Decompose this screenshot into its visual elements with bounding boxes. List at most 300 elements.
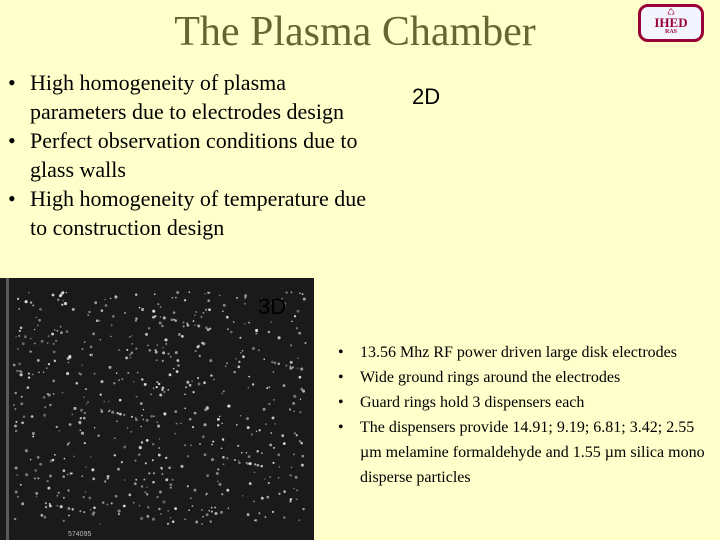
label-2d: 2D — [412, 84, 441, 109]
particle-dot — [146, 515, 149, 518]
particle-dot — [93, 511, 96, 514]
particle-dot — [13, 364, 16, 367]
particle-dot — [16, 474, 18, 476]
particle-dot — [81, 348, 83, 350]
particle-dot — [289, 408, 291, 410]
particle-dot — [85, 466, 87, 468]
particle-dot — [94, 373, 96, 375]
particle-dot — [17, 496, 19, 498]
particle-dot — [256, 431, 257, 432]
particle-dot — [158, 383, 160, 385]
particle-dot — [270, 432, 272, 434]
particle-dot — [135, 317, 137, 319]
particle-dot — [228, 507, 229, 508]
particle-dot — [57, 299, 59, 301]
particle-dot — [152, 481, 154, 483]
particle-dot — [249, 482, 252, 485]
particle-dot — [240, 352, 242, 354]
particle-dot — [184, 518, 186, 520]
particle-dot — [101, 309, 104, 312]
particle-dot — [140, 517, 143, 520]
particle-dot — [139, 505, 141, 507]
particle-dot — [68, 515, 70, 517]
particle-dot — [63, 520, 65, 522]
particle-dot — [144, 383, 147, 386]
particle-dot — [124, 312, 126, 314]
particle-dot — [32, 436, 34, 438]
particle-dot — [84, 341, 86, 343]
particle-dot — [23, 416, 26, 419]
particle-dot — [131, 352, 134, 355]
particle-dot — [302, 508, 304, 510]
particle-dot — [68, 507, 71, 510]
particle-dot — [37, 359, 40, 362]
particle-dot — [293, 395, 296, 398]
particle-dot — [57, 505, 59, 507]
particle-dot — [71, 508, 73, 510]
particle-dot — [191, 380, 193, 382]
particle-dot — [174, 410, 177, 413]
particle-dot — [22, 342, 25, 345]
particle-dot — [205, 494, 207, 496]
particle-dot — [112, 315, 115, 318]
particle-dot — [20, 373, 23, 376]
particle-dot — [66, 330, 69, 333]
particle-dot — [139, 307, 141, 309]
particle-dot — [47, 342, 49, 344]
particle-dot — [153, 472, 155, 474]
particle-dot — [176, 370, 179, 373]
particle-dot — [202, 516, 204, 518]
particle-dot — [117, 468, 120, 471]
particle-dot — [281, 434, 284, 437]
particle-dot — [283, 442, 286, 445]
particle-dot — [157, 425, 160, 428]
particle-dot — [127, 427, 129, 429]
particle-dot — [176, 291, 179, 294]
particle-dot — [248, 322, 250, 324]
particle-dot — [167, 353, 169, 355]
particle-dot — [271, 361, 273, 363]
particle-dot — [150, 393, 152, 395]
particle-dot — [203, 381, 206, 384]
particle-dot — [60, 293, 63, 296]
particle-dot — [202, 435, 205, 438]
particle-dot — [292, 402, 295, 405]
particle-dot — [105, 304, 108, 307]
particle-dot — [17, 348, 19, 350]
particle-dot — [285, 365, 287, 367]
particle-dot — [265, 516, 267, 518]
particle-dot — [252, 383, 254, 385]
particle-dot — [255, 329, 258, 332]
particle-dot — [100, 380, 103, 383]
particle-dot — [213, 379, 215, 381]
particle-dot — [58, 492, 60, 494]
particle-dot — [141, 308, 144, 311]
particle-dot — [236, 297, 238, 299]
particle-dot — [40, 514, 43, 517]
particle-dot — [136, 396, 138, 398]
particle-dot — [291, 467, 293, 469]
particle-dot — [247, 513, 250, 516]
particle-dot — [43, 371, 44, 372]
particle-dot — [54, 454, 56, 456]
particle-dot — [90, 346, 93, 349]
particle-dot — [163, 391, 166, 394]
particle-dot — [218, 483, 221, 486]
particle-dot — [152, 518, 155, 521]
particle-dot — [75, 382, 78, 385]
particle-dot — [206, 513, 209, 516]
particle-dot — [235, 358, 236, 359]
particle-dot — [100, 339, 101, 340]
list-item: • High homogeneity of temperature due to construction design — [0, 184, 372, 242]
particle-dot — [128, 494, 131, 497]
particle-dot — [14, 408, 16, 410]
particle-dot — [159, 491, 162, 494]
particle-dot — [159, 322, 162, 325]
particle-dot — [251, 433, 253, 435]
particle-dot — [225, 365, 226, 366]
particle-dot — [184, 394, 186, 396]
particle-dot — [184, 407, 186, 409]
particle-dot — [135, 293, 137, 295]
particle-dot — [226, 457, 229, 460]
particle-dot — [249, 462, 252, 465]
logo-sub: RAS — [664, 29, 677, 35]
particle-dot — [73, 407, 76, 410]
particle-dot — [278, 363, 281, 366]
particle-dot — [123, 505, 126, 508]
particle-dot — [172, 297, 174, 299]
particle-dot — [302, 293, 304, 295]
particle-dot — [188, 291, 190, 293]
particle-dot — [214, 506, 216, 508]
particle-dot — [208, 308, 211, 311]
particle-dot — [297, 310, 300, 313]
particle-dot — [70, 472, 72, 474]
particle-dot — [160, 306, 162, 308]
particle-dot — [273, 399, 275, 401]
particle-dot — [86, 403, 88, 405]
particle-dot — [198, 383, 201, 386]
particle-dot — [60, 505, 63, 508]
particle-dot — [184, 444, 186, 446]
particle-dot — [290, 367, 293, 370]
particle-dot — [21, 421, 24, 424]
particle-dot — [186, 381, 189, 384]
particle-dot — [135, 348, 137, 350]
particle-dot — [101, 410, 104, 413]
particle-dot — [48, 363, 50, 365]
particle-dot — [44, 406, 46, 408]
particle-dot — [141, 441, 143, 443]
particle-dot — [293, 411, 294, 412]
particle-dot — [206, 407, 209, 410]
particle-dot — [279, 466, 281, 468]
particle-dot — [34, 343, 36, 345]
particle-dot — [84, 442, 86, 444]
particle-dot — [244, 303, 246, 305]
particle-dot — [173, 368, 175, 370]
particle-dot — [62, 392, 64, 394]
particle-dot — [152, 310, 155, 313]
particle-dot — [211, 507, 213, 509]
particle-dot — [190, 497, 192, 499]
particle-dot — [171, 479, 173, 481]
particle-dot — [13, 404, 15, 406]
particle-dot — [88, 311, 90, 313]
particle-dot — [170, 487, 172, 489]
particle-dot — [165, 478, 168, 481]
particle-dot — [290, 291, 292, 293]
particle-dot — [176, 359, 179, 362]
particle-dot — [299, 440, 301, 442]
particle-dot — [110, 336, 112, 338]
particle-dot — [67, 489, 69, 491]
particle-dot — [167, 389, 169, 391]
particle-dot — [210, 374, 212, 376]
particle-dot — [35, 317, 37, 319]
particle-dot — [36, 496, 38, 498]
particle-dot — [147, 345, 149, 347]
particle-dot — [278, 336, 281, 339]
particle-dot — [19, 370, 21, 372]
particle-dot — [107, 475, 110, 478]
particle-dot — [91, 513, 92, 514]
particle-dot — [81, 364, 83, 366]
particle-dot — [289, 474, 292, 477]
particle-dot — [119, 399, 122, 402]
particle-dot — [14, 518, 17, 521]
particle-dot — [92, 477, 95, 480]
particle-dot — [221, 493, 223, 495]
particle-dot — [221, 423, 223, 425]
particle-dot — [212, 440, 214, 442]
particle-dot — [256, 450, 259, 453]
particle-dot — [157, 344, 158, 345]
particle-dot — [28, 373, 30, 375]
particle-dot — [130, 431, 132, 433]
particle-dot — [203, 423, 206, 426]
particle-dot — [194, 324, 195, 325]
particle-dot — [272, 462, 274, 464]
particle-dot — [118, 379, 120, 381]
particle-dot — [117, 412, 119, 414]
particle-dot — [291, 321, 293, 323]
particle-dot — [111, 502, 113, 504]
particle-dot — [83, 511, 85, 513]
particle-dot — [247, 426, 250, 429]
particle-dot — [15, 421, 17, 423]
particle-dot — [194, 489, 197, 492]
particle-dot — [81, 475, 83, 477]
particle-dot — [160, 513, 162, 515]
particle-dot — [201, 523, 203, 525]
particle-dot — [113, 382, 115, 384]
particle-dot — [300, 442, 303, 445]
particle-dot — [39, 463, 42, 466]
particle-dot — [118, 349, 120, 351]
particle-dot — [146, 419, 149, 422]
particle-dot — [129, 357, 130, 358]
particle-dot — [159, 394, 162, 397]
particle-dot — [189, 384, 192, 387]
particle-dot — [88, 496, 91, 499]
particle-dot — [78, 421, 81, 424]
particle-dot — [43, 414, 46, 417]
particle-dot — [197, 377, 199, 379]
particle-dot — [111, 324, 113, 326]
particle-dot — [283, 517, 285, 519]
particle-dot — [34, 469, 37, 472]
particle-dot — [159, 438, 160, 439]
particle-dot — [43, 396, 46, 399]
particle-dot — [241, 452, 243, 454]
particle-dot — [158, 508, 160, 510]
particle-dot — [219, 295, 221, 297]
particle-dot — [153, 415, 155, 417]
particle-dot — [304, 342, 306, 344]
particle-dot — [14, 425, 17, 428]
particle-dot — [156, 381, 158, 383]
particle-dot — [61, 304, 63, 306]
particle-dot — [180, 423, 181, 424]
particle-dot — [79, 373, 82, 376]
particle-dot — [38, 319, 41, 322]
particle-dot — [108, 411, 110, 413]
particle-dot — [234, 459, 236, 461]
particle-dot — [156, 386, 158, 388]
particle-dot — [170, 517, 172, 519]
particle-dot — [162, 500, 165, 503]
particle-dot — [54, 329, 56, 331]
particle-dot — [205, 309, 207, 311]
particle-dot — [238, 361, 240, 363]
label-3d: 3D — [258, 294, 287, 319]
particle-dot — [141, 415, 143, 417]
slide-title: The Plasma Chamber — [174, 9, 536, 55]
particle-dot — [222, 456, 225, 459]
particle-dot — [32, 304, 34, 306]
particle-dot — [64, 458, 66, 460]
particle-dot — [169, 373, 172, 376]
particle-dot — [103, 401, 105, 403]
particle-dot — [144, 491, 146, 493]
particle-dot — [131, 335, 133, 337]
particle-dot — [56, 330, 58, 332]
particle-dot — [147, 506, 150, 509]
particle-dot — [91, 468, 94, 471]
particle-dot — [156, 496, 158, 498]
particle-dot — [289, 501, 291, 503]
particle-dot — [45, 502, 47, 504]
particle-dot — [233, 321, 235, 323]
right-bullet-list — [330, 340, 710, 490]
particle-dot — [195, 521, 198, 524]
particle-dot — [248, 455, 251, 458]
particle-dot — [145, 462, 147, 464]
particle-dot — [53, 393, 55, 395]
particle-dot — [15, 336, 16, 337]
particle-dot — [118, 510, 121, 513]
particle-dot — [104, 299, 106, 301]
particle-dot — [226, 489, 229, 492]
particle-dot — [126, 349, 128, 351]
particle-dot — [127, 372, 129, 374]
particle-dot — [180, 465, 183, 468]
particle-dot — [79, 510, 81, 512]
photo-caption: 574095 — [68, 531, 92, 538]
particle-dot — [190, 444, 192, 446]
particle-dot — [94, 301, 97, 304]
particle-dot — [187, 324, 190, 327]
particle-dot — [296, 490, 297, 491]
particle-dot — [173, 311, 176, 314]
particle-dot — [237, 366, 240, 369]
particle-dot — [283, 384, 286, 387]
particle-dot — [192, 505, 194, 507]
particle-dot — [160, 316, 162, 318]
particle-dot — [52, 294, 55, 297]
particle-dot — [100, 409, 102, 411]
particle-dot — [272, 511, 274, 513]
particle-dot — [214, 512, 217, 515]
particle-dot — [178, 333, 181, 336]
particle-dot — [247, 462, 249, 464]
particle-dot — [207, 292, 209, 294]
particle-dot — [25, 300, 28, 303]
particle-dot — [68, 443, 70, 445]
particle-dot — [49, 474, 52, 477]
particle-dot — [37, 456, 40, 459]
particle-dot — [150, 415, 153, 418]
photo-edge-bar — [6, 278, 9, 540]
particle-dot — [238, 460, 240, 462]
particle-dot — [49, 503, 51, 505]
particle-dot — [156, 421, 158, 423]
particle-dot — [297, 357, 299, 359]
particle-dot — [57, 495, 59, 497]
particle-dot — [296, 434, 298, 436]
particle-dot — [263, 408, 266, 411]
particle-dot — [248, 376, 250, 378]
particle-dot — [52, 379, 55, 382]
particle-dot — [188, 509, 190, 511]
particle-dot — [298, 519, 300, 521]
particle-dot — [161, 389, 163, 391]
particle-dot — [110, 298, 112, 300]
particle-dot — [135, 479, 137, 481]
particle-dot — [294, 315, 296, 317]
particle-dot — [146, 493, 148, 495]
particle-dot — [19, 330, 21, 332]
particle-dot — [299, 292, 301, 294]
particle-dot — [90, 456, 92, 458]
particle-dot — [115, 495, 118, 498]
particle-dot — [211, 444, 213, 446]
particle-dot — [296, 327, 298, 329]
particle-dot — [174, 507, 177, 510]
particle-dot — [96, 319, 99, 322]
list-item: • The dispensers provide 14.91; 9.19; 6.81; 3.42; 2.55 µm melamine formaldehyde and 1.55 µm silica mono disperse particles — [330, 415, 710, 490]
particle-dot — [108, 401, 110, 403]
particle-dot — [99, 523, 100, 524]
particle-dot — [175, 351, 178, 354]
particle-dot — [63, 300, 65, 302]
particle-dot — [242, 350, 244, 352]
